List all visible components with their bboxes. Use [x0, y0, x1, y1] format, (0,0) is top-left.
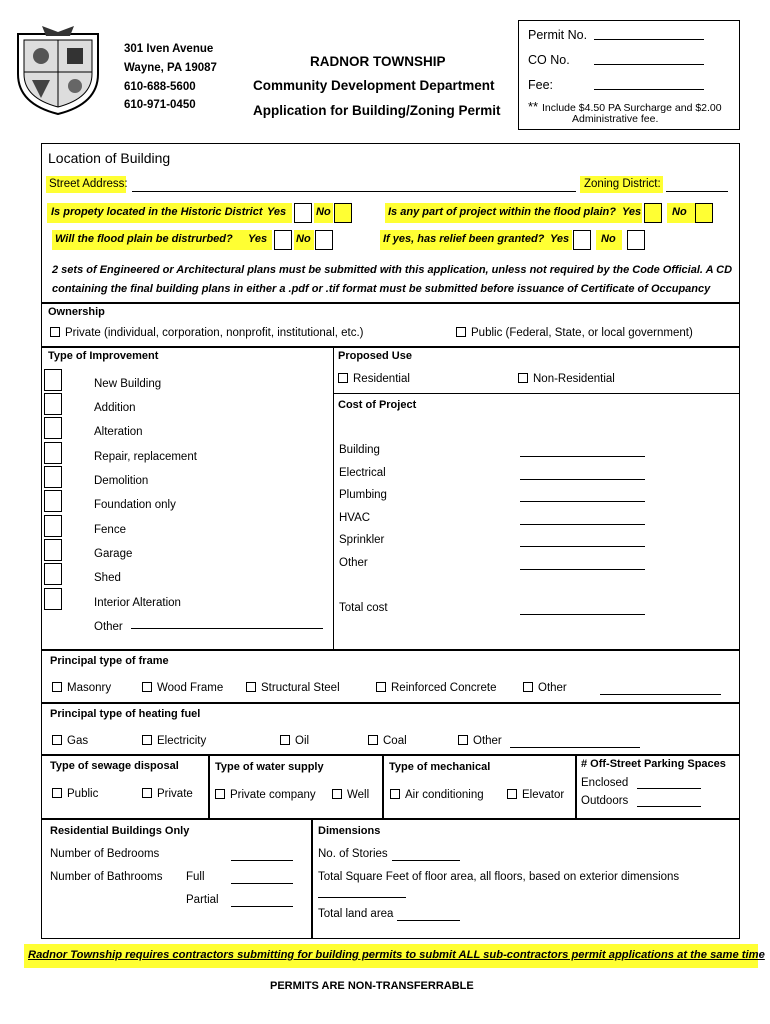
cost-item-field[interactable] [520, 535, 645, 547]
improvement-checkbox[interactable] [44, 515, 62, 537]
township-seal [12, 24, 104, 116]
total-cost-field[interactable] [520, 603, 645, 615]
plans-note-line-2: containing the final building plans in either a .pdf or .tif format must be submitted before issuance of Certificate of Occupancy [52, 283, 711, 295]
heating-checkbox[interactable] [458, 735, 468, 745]
frame-option[interactable]: Reinforced Concrete [376, 682, 496, 694]
improvement-checkbox[interactable] [44, 466, 62, 488]
cost-item-field[interactable] [520, 445, 645, 457]
street-address-field[interactable] [132, 180, 576, 192]
ownership-title: Ownership [48, 306, 105, 318]
improvement-checkbox[interactable] [44, 490, 62, 512]
cost-item-field[interactable] [520, 513, 645, 525]
relief-no-checkbox[interactable] [627, 230, 645, 250]
improvement-item-label: Garage [94, 548, 133, 560]
improvement-checkbox[interactable] [44, 539, 62, 561]
heating-option[interactable]: Oil [280, 735, 309, 747]
improvement-item-label: Alteration [94, 426, 143, 438]
permit-no-label: Permit No. [528, 28, 588, 42]
bathrooms-partial-field[interactable] [231, 895, 293, 907]
dimensions-title: Dimensions [318, 825, 381, 837]
frame-checkbox[interactable] [246, 682, 256, 692]
plans-note-line-1: 2 sets of Engineered or Architectural plans must be submitted with this application, unless not required by the Code Official. A CD [52, 264, 733, 276]
improvement-title: Type of Improvement [48, 350, 159, 362]
disturbed-yes-checkbox[interactable] [274, 230, 292, 250]
parking-enclosed-field[interactable] [637, 777, 701, 789]
cost-item-field[interactable] [520, 490, 645, 502]
land-area-label: Total land area [318, 908, 394, 920]
improvement-item-label: New Building [94, 378, 162, 390]
mechanical-elevator-option[interactable]: Elevator [507, 789, 564, 801]
address-line-1: 301 Iven Avenue [124, 43, 214, 55]
co-no-field[interactable] [594, 53, 704, 65]
heating-title: Principal type of heating fuel [50, 708, 201, 720]
disturbed-no-checkbox[interactable] [315, 230, 333, 250]
bedrooms-field[interactable] [231, 849, 293, 861]
township-title: RADNOR TOWNSHIP [310, 54, 446, 69]
ownership-public-checkbox[interactable] [456, 327, 466, 337]
flood-yes-label: Yes [622, 206, 642, 218]
location-title: Location of Building [48, 150, 171, 166]
application-title: Application for Building/Zoning Permit [253, 103, 501, 118]
frame-other-field[interactable] [600, 683, 721, 695]
zoning-district-field[interactable] [666, 180, 728, 192]
historic-question: Is propety located in the Historic District [51, 206, 263, 218]
improvement-item-label: Shed [94, 572, 121, 584]
ownership-section [41, 303, 740, 347]
sqft-label: Total Square Feet of floor area, all floors, based on exterior dimensions [318, 871, 680, 883]
improvement-checkbox[interactable] [44, 417, 62, 439]
cost-item-label: Building [339, 444, 380, 456]
heating-other-field[interactable] [510, 736, 640, 748]
cost-item-label: Electrical [339, 467, 386, 479]
heating-option[interactable]: Coal [368, 735, 407, 747]
cost-item-label: Plumbing [339, 489, 387, 501]
flood-yes-checkbox[interactable] [644, 203, 662, 223]
residential-title: Residential Buildings Only [50, 825, 190, 837]
mechanical-elevator-checkbox[interactable] [507, 789, 517, 799]
flood-plain-question: Is any part of project within the flood plain? [388, 206, 616, 218]
heating-option[interactable]: Gas [52, 735, 88, 747]
disturbed-question: Will the flood plain be distrurbed? [55, 233, 233, 245]
relief-no-label: No [601, 233, 616, 245]
address-line-2: Wayne, PA 19087 [124, 62, 217, 74]
parking-title: # Off-Street Parking Spaces [581, 758, 726, 770]
bathrooms-full-field[interactable] [231, 872, 293, 884]
parking-outdoors-field[interactable] [637, 795, 701, 807]
surcharge-line-2: Administrative fee. [572, 113, 659, 125]
flood-no-checkbox[interactable] [695, 203, 713, 223]
water-private-option[interactable]: Private company [215, 789, 316, 801]
fee-label: Fee: [528, 78, 554, 92]
heating-checkbox[interactable] [52, 735, 62, 745]
mechanical-title: Type of mechanical [389, 761, 491, 773]
historic-no-label: No [316, 206, 331, 218]
improvement-item-label: Other [94, 621, 123, 633]
use-residential-option[interactable]: Residential [338, 373, 410, 385]
improvement-item-label: Interior Alteration [94, 597, 181, 609]
cost-item-field[interactable] [520, 558, 645, 570]
frame-checkbox[interactable] [523, 682, 533, 692]
frame-checkbox[interactable] [52, 682, 62, 692]
bedrooms-label: Number of Bedrooms [50, 848, 160, 860]
improvement-item-label: Fence [94, 524, 126, 536]
heating-checkbox[interactable] [142, 735, 152, 745]
heating-option[interactable]: Electricity [142, 735, 206, 747]
location-section [41, 143, 740, 303]
sewage-private-option[interactable]: Private [142, 788, 193, 800]
mechanical-ac-checkbox[interactable] [390, 789, 400, 799]
sewage-public-checkbox[interactable] [52, 788, 62, 798]
relief-question: If yes, has relief been granted? [383, 233, 545, 245]
bathrooms-full-label: Full [186, 871, 205, 883]
street-address-label: Street Address: [49, 178, 128, 190]
land-area-field[interactable] [397, 909, 460, 921]
cost-item-field[interactable] [520, 468, 645, 480]
ownership-private-checkbox[interactable] [50, 327, 60, 337]
frame-option[interactable]: Other [523, 682, 567, 694]
co-no-label: CO No. [528, 53, 570, 67]
flood-no-label: No [672, 206, 687, 218]
improvement-item-label: Repair, replacement [94, 451, 197, 463]
frame-checkbox[interactable] [376, 682, 386, 692]
historic-yes-label: Yes [267, 206, 287, 218]
phone-2: 610-971-0450 [124, 99, 196, 111]
cost-item-label: Sprinkler [339, 534, 385, 546]
heating-checkbox[interactable] [280, 735, 290, 745]
heating-checkbox[interactable] [368, 735, 378, 745]
improvement-checkbox[interactable] [44, 563, 62, 585]
ownership-private-option[interactable]: Private (individual, corporation, nonprofit, institutional, etc.) [50, 327, 364, 339]
improvement-item-label: Foundation only [94, 499, 176, 511]
surcharge-mark: ** [528, 99, 539, 114]
improvement-checkbox[interactable] [44, 442, 62, 464]
frame-option[interactable]: Masonry [52, 682, 111, 694]
bathrooms-partial-label: Partial [186, 894, 219, 906]
frame-option[interactable]: Wood Frame [142, 682, 223, 694]
permit-no-field[interactable] [594, 28, 704, 40]
relief-yes-checkbox[interactable] [573, 230, 591, 250]
cost-title: Cost of Project [338, 399, 417, 411]
mechanical-ac-option[interactable]: Air conditioning [390, 789, 484, 801]
surcharge-line-1: Include $4.50 PA Surcharge and $2.00 [542, 102, 722, 114]
stories-field[interactable] [392, 849, 460, 861]
frame-checkbox[interactable] [142, 682, 152, 692]
sewage-private-checkbox[interactable] [142, 788, 152, 798]
water-private-checkbox[interactable] [215, 789, 225, 799]
fee-field[interactable] [594, 78, 704, 90]
improvement-checkbox[interactable] [44, 393, 62, 415]
contractor-notice: Radnor Township requires contractors submitting for building permits to submit ALL sub-contractors permit applications at the same time [28, 949, 765, 961]
use-nonresidential-option[interactable]: Non-Residential [518, 373, 615, 385]
ownership-public-option[interactable]: Public (Federal, State, or local government) [456, 327, 693, 339]
improvement-item-label: Addition [94, 402, 136, 414]
sewage-title: Type of sewage disposal [50, 760, 179, 772]
total-cost-label: Total cost [339, 602, 388, 614]
frame-option[interactable]: Structural Steel [246, 682, 340, 694]
cost-item-label: Other [339, 557, 368, 569]
non-transferrable-notice: PERMITS ARE NON-TRANSFERRABLE [270, 980, 474, 992]
improvement-checkbox[interactable] [44, 369, 62, 391]
use-nonresidential-checkbox[interactable] [518, 373, 528, 383]
water-title: Type of water supply [215, 761, 324, 773]
improvement-other-field[interactable] [131, 617, 323, 629]
improvement-checkbox[interactable] [44, 588, 62, 610]
proposed-use-title: Proposed Use [338, 350, 412, 362]
frame-title: Principal type of frame [50, 655, 169, 667]
cost-item-label: HVAC [339, 512, 371, 524]
department-title: Community Development Department [253, 78, 495, 93]
parking-enclosed-label: Enclosed [581, 777, 629, 789]
bathrooms-label: Number of Bathrooms [50, 871, 163, 883]
phone-1: 610-688-5600 [124, 81, 196, 93]
zoning-district-label: Zoning District: [584, 178, 661, 190]
disturbed-yes-label: Yes [248, 233, 268, 245]
relief-yes-label: Yes [550, 233, 570, 245]
water-well-option[interactable]: Well [332, 789, 369, 801]
stories-label: No. of Stories [318, 848, 388, 860]
sewage-public-option[interactable]: Public [52, 788, 98, 800]
heating-option[interactable]: Other [458, 735, 502, 747]
historic-yes-checkbox[interactable] [294, 203, 312, 223]
improvement-item-label: Demolition [94, 475, 149, 487]
disturbed-no-label: No [296, 233, 311, 245]
use-residential-checkbox[interactable] [338, 373, 348, 383]
sqft-field[interactable] [318, 886, 406, 898]
historic-no-checkbox[interactable] [334, 203, 352, 223]
water-well-checkbox[interactable] [332, 789, 342, 799]
parking-outdoors-label: Outdoors [581, 795, 629, 807]
